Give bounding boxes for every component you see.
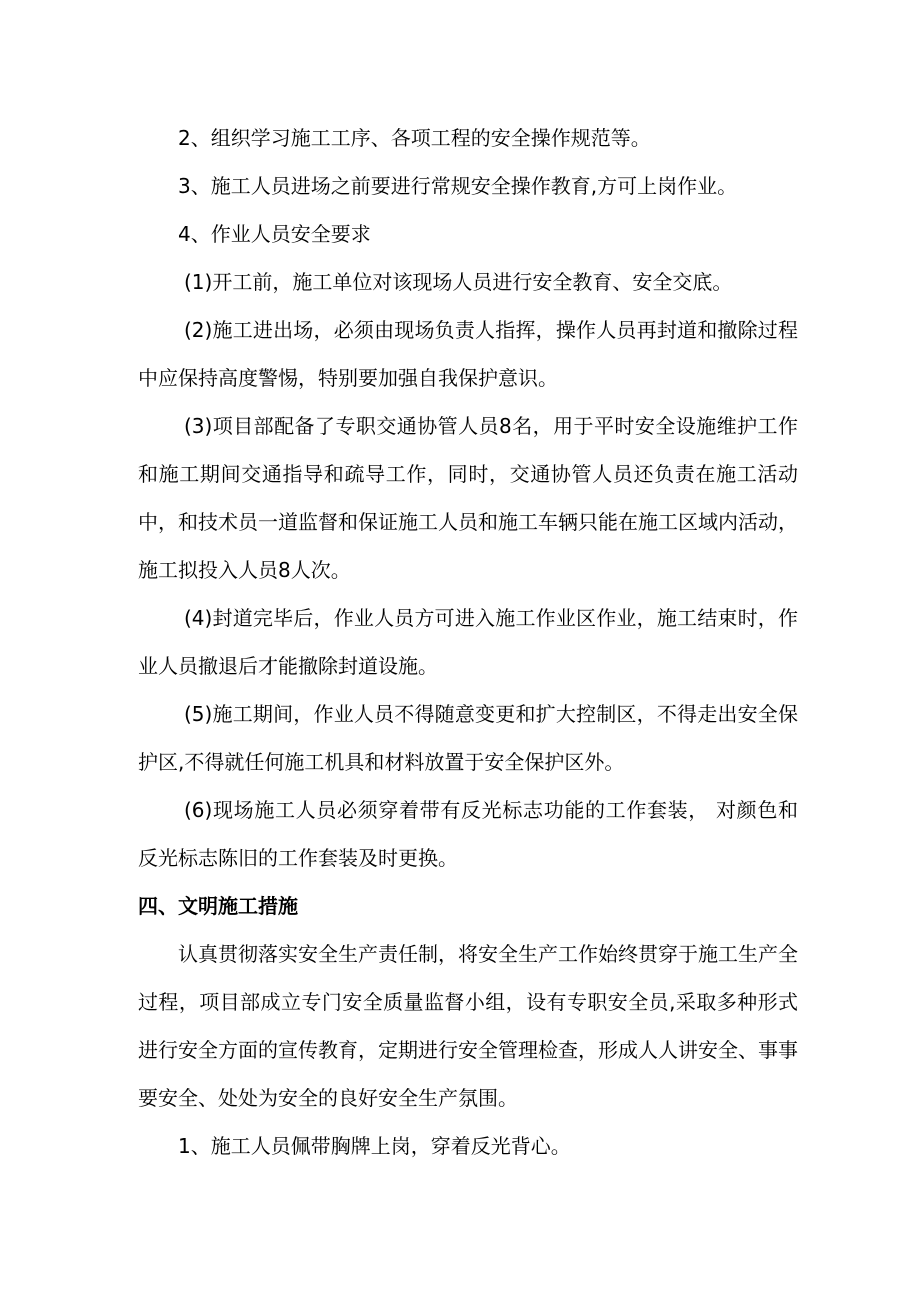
section-item-1: 1、施工人员佩带胸牌上岗，穿着反光背心。: [178, 1134, 571, 1158]
section-intro-paragraph: 认真贯彻落实安全生产责任制，将安全生产工作始终贯穿于施工生产全过程，项目部成立专门安全质量监督小组，设有专职安全员,采取多种形式进行安全方面的宣传教育，定期进行安全管理检查，形成人人讲安全、事事要安全、处处为安全的良好安全生产氛围。: [138, 942, 798, 1110]
paragraph-item-2: 2、组织学习施工工序、各项工程的安全操作规范等。: [178, 126, 651, 150]
paragraph-sub-3: (3)项目部配备了专职交通协管人员8名，用于平时安全设施维护工作和施工期间交通指导和疏导工作，同时，交通协管人员还负责在施工活动中，和技术员一道监督和保证施工人员和施工车辆只能在施工区域内活动，施工拟投入人员8人次。: [138, 414, 798, 582]
paragraph-item-3: 3、施工人员进场之前要进行常规安全操作教育,方可上岗作业。: [178, 174, 738, 198]
paragraph-sub-2: (2)施工进出场，必须由现场负责人指挥，操作人员再封道和撤除过程中应保持高度警惕，特别要加强自我保护意识。: [138, 318, 798, 390]
paragraph-item-4: 4、作业人员安全要求: [178, 222, 371, 246]
paragraph-sub-5: (5)施工期间，作业人员不得随意变更和扩大控制区，不得走出安全保护区,不得就任何施工机具和材料放置于安全保护区外。: [138, 702, 798, 774]
paragraph-sub-1: (1)开工前，施工单位对该现场人员进行安全教育、安全交底。: [184, 270, 733, 294]
section-heading: 四、文明施工措施: [138, 894, 298, 918]
paragraph-sub-6: (6)现场施工人员必须穿着带有反光标志功能的工作套装， 对颜色和反光标志陈旧的工作套装及时更换。: [138, 798, 798, 870]
paragraph-sub-4: (4)封道完毕后，作业人员方可进入施工作业区作业，施工结束时，作业人员撤退后才能撤除封道设施。: [138, 606, 798, 678]
document-body: [138, 114, 798, 1170]
